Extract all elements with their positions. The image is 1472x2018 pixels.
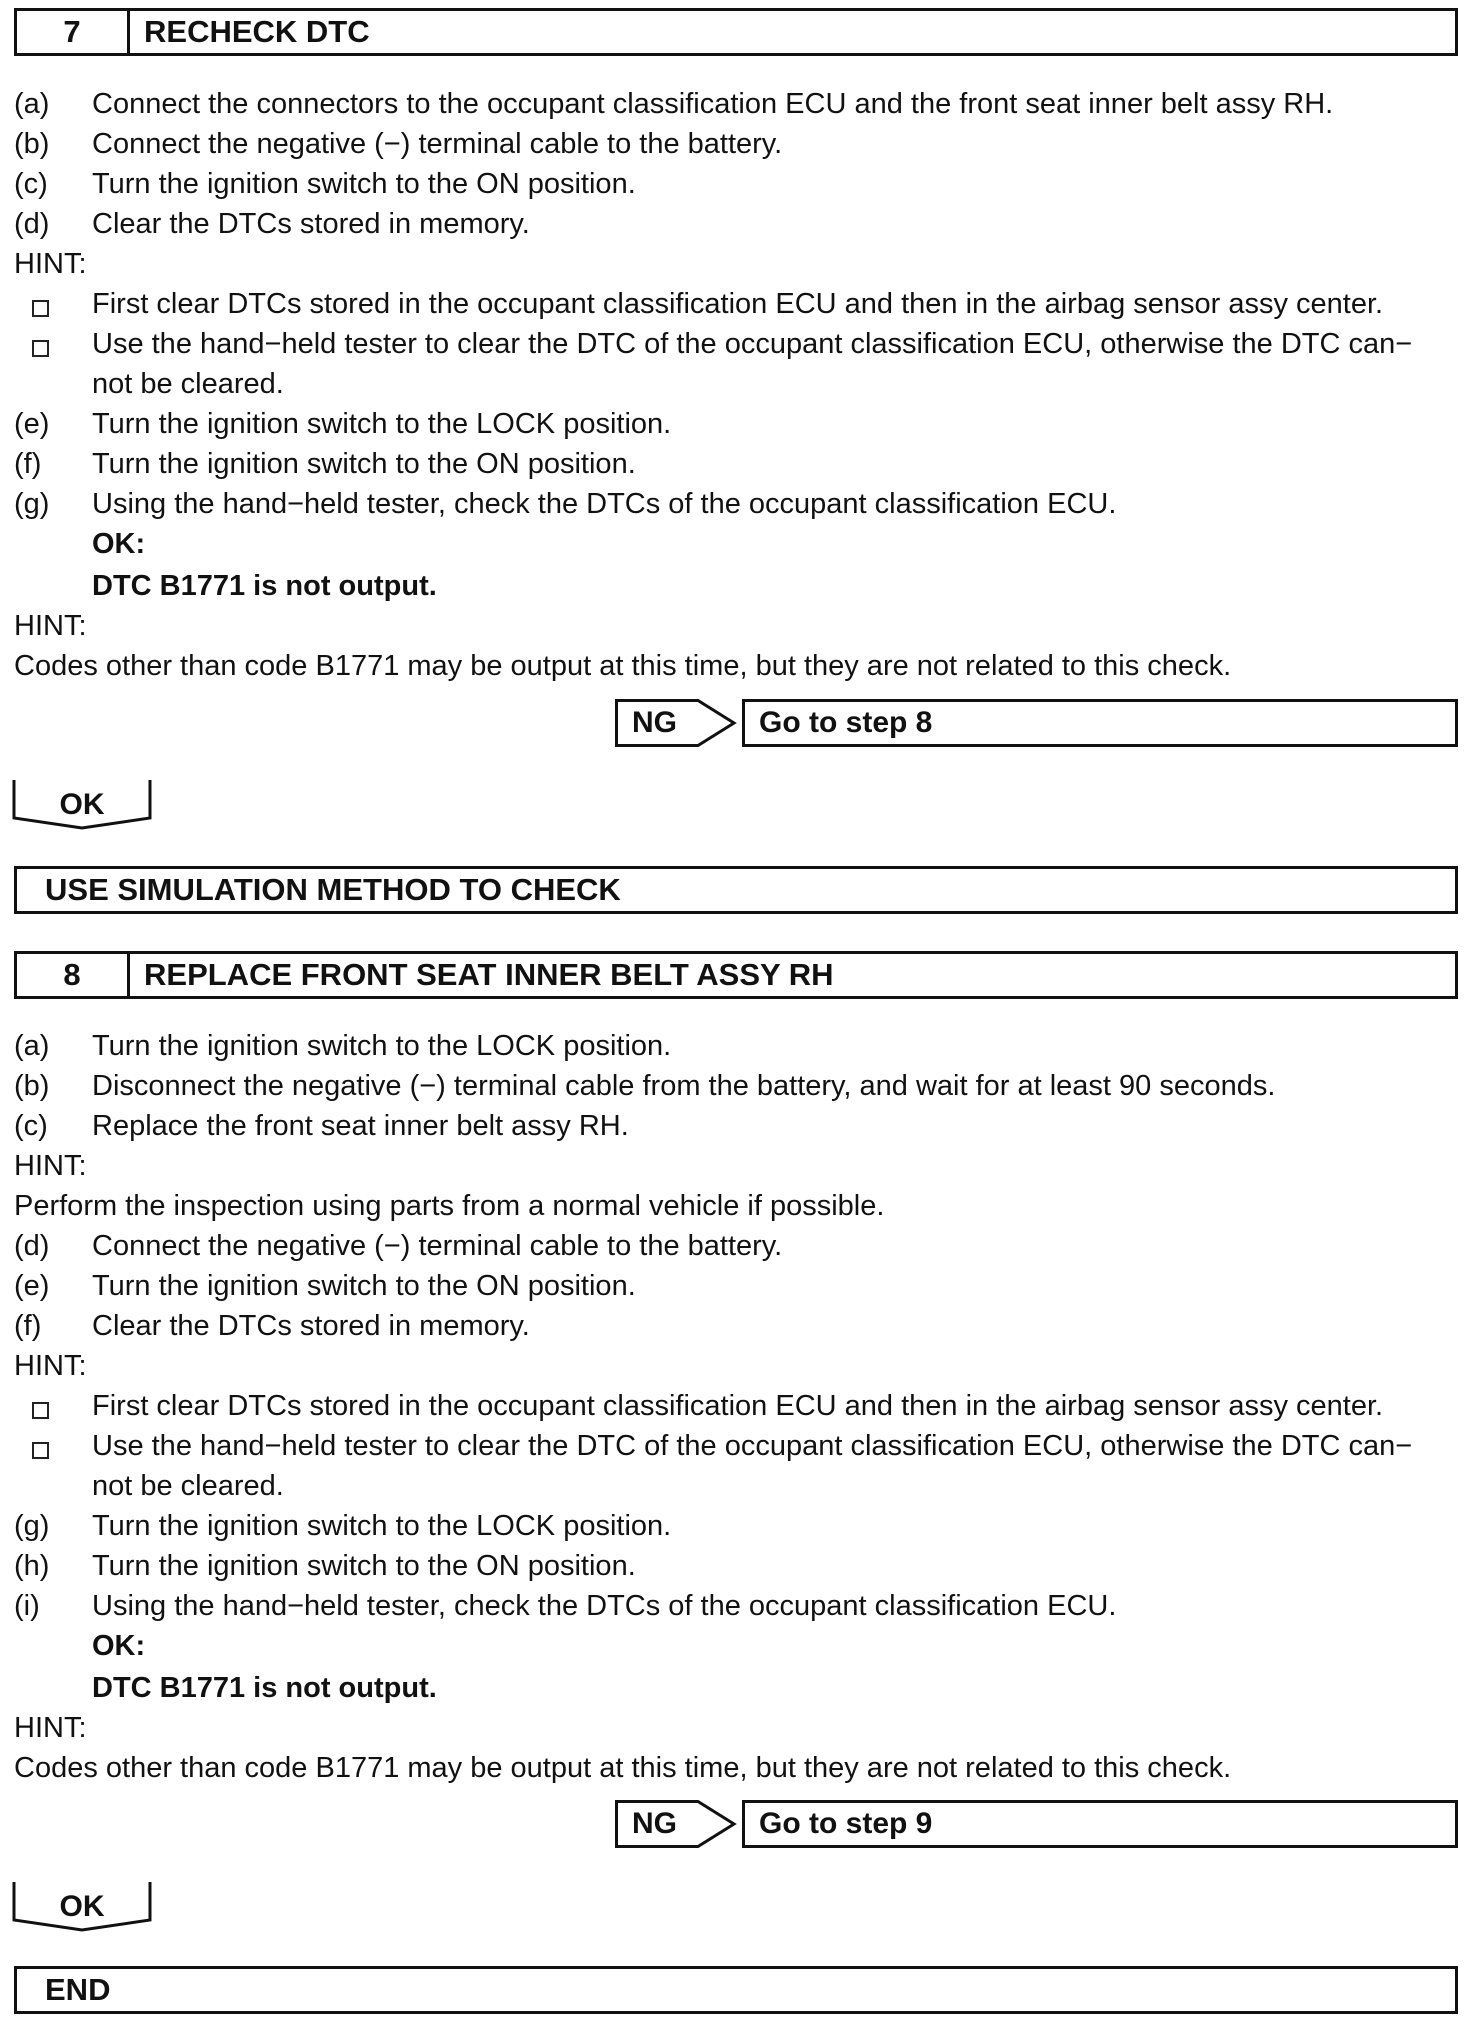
- item-text: Turn the ignition switch to the LOCK position.: [92, 1030, 672, 1062]
- hint-label: HINT:: [14, 248, 87, 280]
- checkbox-icon: [32, 1402, 49, 1419]
- ok-condition-result: DTC B1771 is not output.: [92, 570, 437, 602]
- item-label: (d): [14, 208, 50, 240]
- hint-bullet: Use the hand−held tester to clear the DTC of the occupant classification ECU, otherwise the DTC can−: [92, 1430, 1413, 1462]
- item-label: (b): [14, 1070, 50, 1102]
- item-text: Using the hand−held tester, check the DTCs of the occupant classification ECU.: [92, 488, 1117, 520]
- item-text: Connect the connectors to the occupant classification ECU and the front seat inner belt assy RH.: [92, 88, 1334, 120]
- item-label: (g): [14, 488, 50, 520]
- item-label: (d): [14, 1230, 50, 1262]
- item-text: Turn the ignition switch to the LOCK position.: [92, 1510, 672, 1542]
- hint-bullet: First clear DTCs stored in the occupant classification ECU and then in the airbag sensor assy center.: [92, 288, 1384, 320]
- item-label: (a): [14, 1030, 50, 1062]
- item-label: (c): [14, 168, 48, 200]
- hint-text: Codes other than code B1771 may be output at this time, but they are not related to this check.: [14, 1752, 1232, 1784]
- item-text: Connect the negative (−) terminal cable to the battery.: [92, 1230, 783, 1262]
- ng-goto-link[interactable]: Go to step 8: [742, 699, 1458, 747]
- step-number: 7: [17, 11, 130, 53]
- item-text: Using the hand−held tester, check the DTCs of the occupant classification ECU.: [92, 1590, 1117, 1622]
- hint-bullet-continued: not be cleared.: [92, 368, 284, 400]
- item-text: Replace the front seat inner belt assy RH.: [92, 1110, 629, 1142]
- checkbox-icon: [32, 300, 49, 317]
- hint-label: HINT:: [14, 1350, 87, 1382]
- item-text: Turn the ignition switch to the LOCK position.: [92, 408, 672, 440]
- step-8-header: [14, 951, 1458, 999]
- item-text: Turn the ignition switch to the ON position.: [92, 168, 636, 200]
- ok-tab-label: OK: [59, 788, 105, 821]
- item-label: (a): [14, 88, 50, 120]
- ng-goto-link[interactable]: Go to step 9: [742, 1800, 1458, 1848]
- item-text: Connect the negative (−) terminal cable to the battery.: [92, 128, 783, 160]
- item-text: Clear the DTCs stored in memory.: [92, 208, 530, 240]
- item-text: Clear the DTCs stored in memory.: [92, 1310, 530, 1342]
- item-label: (c): [14, 1110, 48, 1142]
- ng-arrow-icon: [688, 1800, 738, 1848]
- ng-label: NG: [615, 1800, 691, 1848]
- hint-label: HINT:: [14, 1712, 87, 1744]
- item-label: (g): [14, 1510, 50, 1542]
- hint-text: Perform the inspection using parts from a normal vehicle if possible.: [14, 1190, 885, 1222]
- result-box: END: [14, 1966, 1458, 2014]
- ok-condition-result: DTC B1771 is not output.: [92, 1672, 437, 1704]
- checkbox-icon: [32, 1442, 49, 1459]
- item-label: (f): [14, 448, 42, 480]
- step-number: 8: [17, 954, 130, 996]
- hint-label: HINT:: [14, 1150, 87, 1182]
- item-label: (e): [14, 408, 50, 440]
- ng-label: NG: [615, 699, 691, 747]
- ok-condition-label: OK:: [92, 528, 146, 560]
- item-text: Turn the ignition switch to the ON position.: [92, 1550, 636, 1582]
- hint-bullet: Use the hand−held tester to clear the DTC of the occupant classification ECU, otherwise the DTC can−: [92, 328, 1413, 360]
- item-label: (e): [14, 1270, 50, 1302]
- step-title: RECHECK DTC: [144, 14, 370, 49]
- item-text: Turn the ignition switch to the ON position.: [92, 448, 636, 480]
- step-title: REPLACE FRONT SEAT INNER BELT ASSY RH: [144, 957, 834, 992]
- step-7-header: [14, 8, 1458, 56]
- result-box: USE SIMULATION METHOD TO CHECK: [14, 866, 1458, 914]
- hint-bullet: First clear DTCs stored in the occupant classification ECU and then in the airbag sensor assy center.: [92, 1390, 1384, 1422]
- item-label: (f): [14, 1310, 42, 1342]
- item-text: Turn the ignition switch to the ON position.: [92, 1270, 636, 1302]
- ok-condition-label: OK:: [92, 1630, 146, 1662]
- item-label: (i): [14, 1590, 40, 1622]
- ok-tab-label: OK: [59, 1890, 105, 1923]
- hint-text: Codes other than code B1771 may be output at this time, but they are not related to this check.: [14, 650, 1232, 682]
- ng-arrow-icon: [688, 699, 738, 747]
- hint-bullet-continued: not be cleared.: [92, 1470, 284, 1502]
- item-text: Disconnect the negative (−) terminal cable from the battery, and wait for at least 90 seconds.: [92, 1070, 1276, 1102]
- checkbox-icon: [32, 340, 49, 357]
- item-label: (b): [14, 128, 50, 160]
- item-label: (h): [14, 1550, 50, 1582]
- hint-label: HINT:: [14, 610, 87, 642]
